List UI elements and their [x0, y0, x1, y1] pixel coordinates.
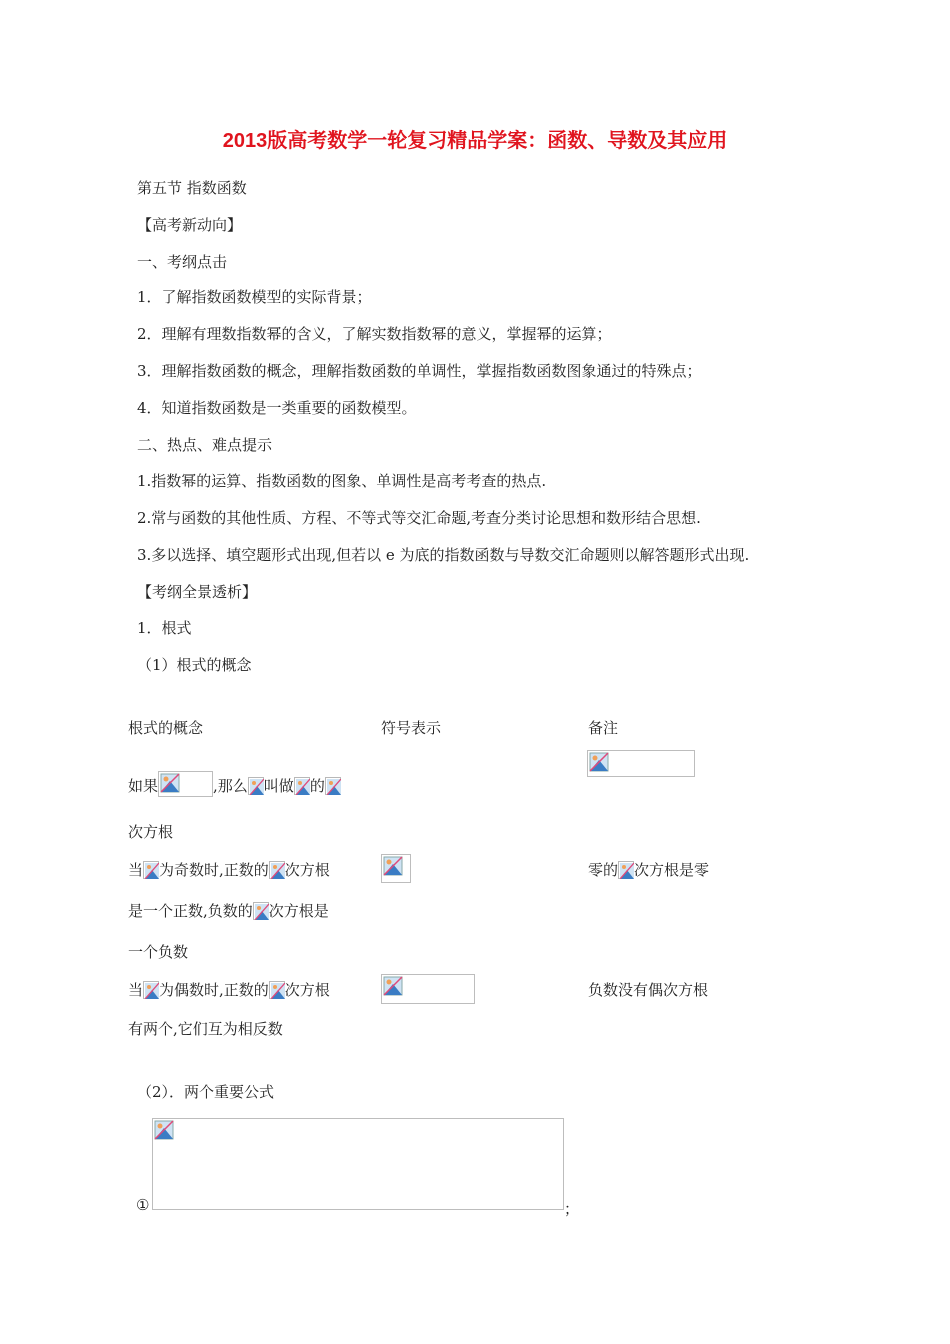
document-title: 2013版高考数学一轮复习精品学案：函数、导数及其应用	[222, 130, 728, 152]
section-heading: 第五节 指数函数	[137, 179, 247, 197]
table-row-2-line-3: 一个负数	[128, 943, 189, 961]
broken-image-icon	[618, 861, 634, 879]
broken-image-icon	[381, 974, 475, 1004]
table-row-2-note: 零的 次方根是零	[588, 861, 710, 879]
table-row-2-line-1: 当 为奇数时,正数的 次方根	[128, 861, 330, 879]
hotspot-item: 2.常与函数的其他性质、方程、不等式等交汇命题,考查分类讨论思想和数形结合思想.	[137, 509, 701, 527]
table-row-1-line-1: 如果 ,那么 叫做 的	[128, 771, 341, 797]
table-row-2-line-2: 是一个正数,负数的 次方根是	[128, 902, 329, 920]
outline-item: 1．了解指数函数模型的实际背景；	[137, 288, 372, 306]
topic-heading: 1．根式	[137, 619, 192, 637]
outline-item: 3．理解指数函数的概念，理解指数函数的单调性，掌握指数函数图象通过的特殊点；	[137, 362, 702, 380]
hotspot-heading: 二、热点、难点提示	[137, 436, 273, 454]
broken-image-icon	[294, 777, 310, 795]
formula-number: ①	[136, 1196, 150, 1214]
broken-image-icon	[143, 861, 159, 879]
table-row-3-line-1: 当 为偶数时,正数的 次方根	[128, 981, 330, 999]
broken-image-icon	[158, 771, 213, 797]
subtopic-heading: （1）根式的概念	[137, 656, 252, 674]
broken-image-icon	[325, 777, 341, 795]
table-header-symbol: 符号表示	[381, 719, 442, 737]
table-header-note: 备注	[588, 719, 619, 737]
broken-image-icon	[381, 854, 411, 883]
full-analysis-heading: 【考纲全景透析】	[137, 583, 258, 601]
formula-heading: （2）．两个重要公式	[137, 1083, 275, 1101]
table-header-concept: 根式的概念	[128, 719, 204, 737]
broken-image-icon	[248, 777, 264, 795]
table-row-3-line-2: 有两个,它们互为相反数	[128, 1020, 283, 1038]
table-row-1-line-2: 次方根	[128, 823, 174, 841]
hotspot-item: 3.多以选择、填空题形式出现,但若以 e 为底的指数函数与导数交汇命题则以解答题形式出现.	[137, 546, 750, 564]
hotspot-item: 1.指数幂的运算、指数函数的图象、单调性是高考考查的热点.	[137, 472, 547, 490]
broken-image-icon	[143, 981, 159, 999]
outline-item: 2．理解有理数指数幂的含义，了解实数指数幂的意义，掌握幂的运算；	[137, 325, 612, 343]
broken-image-icon	[253, 902, 269, 920]
outline-item: 4．知道指数函数是一类重要的函数模型。	[137, 399, 417, 417]
trend-heading: 【高考新动向】	[137, 216, 243, 234]
broken-image-icon	[587, 750, 695, 777]
broken-image-icon	[152, 1118, 564, 1210]
outline-heading: 一、考纲点击	[137, 253, 228, 271]
broken-image-icon	[269, 981, 285, 999]
table-row-3-note: 负数没有偶次方根	[588, 981, 709, 999]
broken-image-icon	[269, 861, 285, 879]
formula-semicolon: ；	[564, 1200, 580, 1218]
